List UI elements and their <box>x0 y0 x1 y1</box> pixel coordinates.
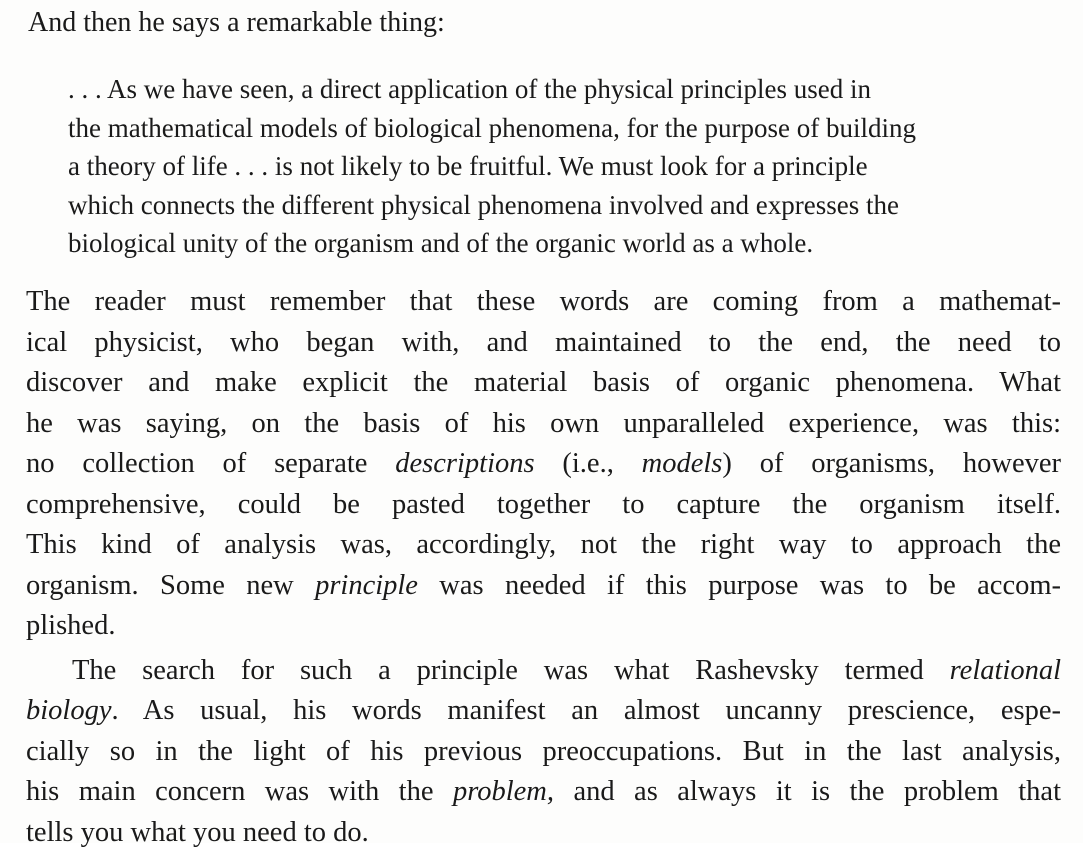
quote-line: . . . As we have seen, a direct application of the physical principles used in <box>68 70 1063 109</box>
body-text <box>26 282 1061 853</box>
block-quote <box>68 70 1063 263</box>
text-span: no collection of separate <box>26 448 395 479</box>
text-line: discover and make explicit the material basis of organic phenomena. What <box>26 363 1061 404</box>
text-span: ) of organisms, however <box>722 448 1061 479</box>
paragraph-1 <box>26 282 1061 647</box>
italic-descriptions: descriptions <box>395 448 534 479</box>
quote-line: a theory of life . . . is not likely to be fruitful. We must look for a principle <box>68 147 1063 186</box>
text-line <box>26 566 1061 607</box>
italic-models: models <box>642 448 723 479</box>
text-line: plished. <box>26 606 1061 647</box>
text-line <box>26 444 1061 485</box>
quote-line: which connects the different physical phenomena involved and expresses the <box>68 186 1063 225</box>
text-line: he was saying, on the basis of his own unparalleled experience, was this: <box>26 404 1061 445</box>
quote-line: the mathematical models of biological phenomena, for the purpose of building <box>68 109 1063 148</box>
italic-relational: relational <box>950 655 1061 686</box>
italic-problem: problem, <box>453 776 554 807</box>
text-line <box>26 772 1061 813</box>
text-line: This kind of analysis was, accordingly, not the right way to approach the <box>26 525 1061 566</box>
text-line <box>26 651 1061 692</box>
text-span: The search for such a principle was what Rashevsky termed <box>72 655 950 686</box>
text-line: The reader must remember that these words are coming from a mathemat- <box>26 282 1061 323</box>
text-line: cially so in the light of his previous preoccupations. But in the last analysis, <box>26 732 1061 773</box>
text-span: and as always it is the problem that <box>554 776 1061 807</box>
text-line <box>26 691 1061 732</box>
text-span: organism. Some new <box>26 570 315 601</box>
text-line: tells you what you need to do. <box>26 813 1061 853</box>
text-span: (i.e., <box>535 448 642 479</box>
text-span: . As usual, his words manifest an almost uncanny prescience, espe- <box>112 695 1062 726</box>
text-span: was needed if this purpose was to be accom- <box>418 570 1061 601</box>
text-span: his main concern was with the <box>26 776 453 807</box>
text-line: ical physicist, who began with, and maintained to the end, the need to <box>26 323 1061 364</box>
italic-biology: biology <box>26 695 112 726</box>
italic-principle: principle <box>315 570 418 601</box>
quote-line: biological unity of the organism and of the organic world as a whole. <box>68 224 1063 263</box>
paragraph-2 <box>26 651 1061 853</box>
intro-sentence: And then he says a remarkable thing: <box>28 4 445 42</box>
text-line: comprehensive, could be pasted together to capture the organism itself. <box>26 485 1061 526</box>
